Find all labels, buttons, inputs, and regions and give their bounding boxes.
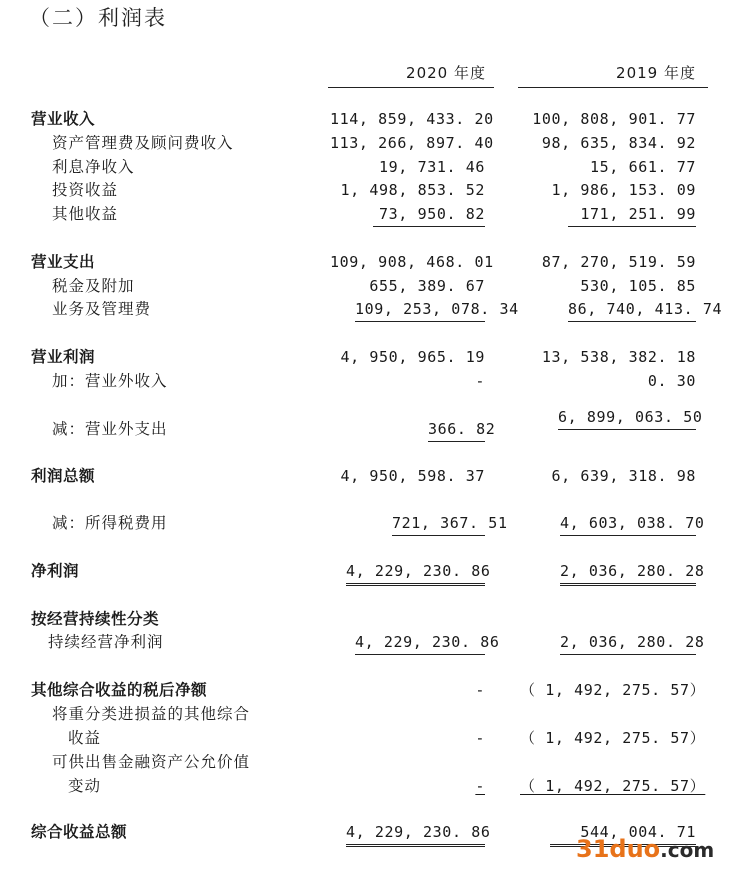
row-reclassifiable-oci xyxy=(0,702,738,726)
value-2020: 4, 950, 965. 19 xyxy=(340,348,485,366)
value-2019: 15, 661. 77 xyxy=(590,158,696,176)
value-2019: 171, 251. 99 xyxy=(568,202,696,227)
row-label: 其他收益 xyxy=(52,205,119,223)
value-2019: 2, 036, 280. 28 xyxy=(560,630,696,655)
row-other-income xyxy=(0,202,738,226)
value-2020: 721, 367. 51 xyxy=(392,511,485,536)
row-label: 综合收益总额 xyxy=(31,823,128,841)
row-label: 将重分类进损益的其他综合 xyxy=(52,705,251,723)
value-2019: （ 1, 492, 275. 57） xyxy=(520,681,706,699)
row-label: 净利润 xyxy=(31,562,80,580)
value-2020: 113, 266, 897. 40 xyxy=(330,134,494,152)
row-afs-fair-value xyxy=(0,750,738,774)
value-2019: 100, 808, 901. 77 xyxy=(532,110,696,128)
value-2019: 6, 899, 063. 50 xyxy=(558,405,696,430)
row-operating-expense xyxy=(0,250,738,274)
row-label: 资产管理费及顾问费收入 xyxy=(52,134,234,152)
value-2020: - xyxy=(475,681,485,699)
value-2020: 4, 950, 598. 37 xyxy=(340,467,485,485)
value-2020: 19, 731. 46 xyxy=(379,158,485,176)
value-2019: 0. 30 xyxy=(647,372,696,390)
row-label: 变动 xyxy=(68,777,102,795)
row-oci-net xyxy=(0,678,738,702)
value-2020: - xyxy=(475,729,485,747)
row-label: 营业支出 xyxy=(31,253,96,271)
row-label: 利润总额 xyxy=(31,467,96,485)
value-2020: 4, 229, 230. 86 xyxy=(346,559,485,586)
value-2020: 4, 229, 230. 86 xyxy=(355,630,485,655)
row-label: 收益 xyxy=(68,729,102,747)
value-2019: 544, 004. 71 xyxy=(550,820,696,847)
row-label: 业务及管理费 xyxy=(52,300,152,318)
value-2019: 530, 105. 85 xyxy=(580,277,696,295)
value-2019: （ 1, 492, 275. 57） xyxy=(520,777,706,795)
row-business-admin-expense xyxy=(0,297,738,321)
value-2020: 655, 389. 67 xyxy=(369,277,485,295)
row-label: 营业利润 xyxy=(31,348,96,366)
value-2019: （ 1, 492, 275. 57） xyxy=(520,729,706,747)
row-operating-profit xyxy=(0,345,738,369)
value-2020: 4, 229, 230. 86 xyxy=(346,820,485,847)
value-2019: 6, 639, 318. 98 xyxy=(551,467,696,485)
row-label: 税金及附加 xyxy=(52,277,135,295)
row-label: 其他综合收益的税后净额 xyxy=(31,681,208,699)
column-header-2019: 2019 年度 xyxy=(518,62,708,88)
value-2019: 2, 036, 280. 28 xyxy=(560,559,696,586)
value-2020: 1, 498, 853. 52 xyxy=(340,181,485,199)
row-total-profit xyxy=(0,464,738,488)
value-2020: 109, 253, 078. 34 xyxy=(355,297,485,322)
row-net-interest xyxy=(0,155,738,179)
row-classification-heading xyxy=(0,607,738,631)
row-operating-revenue xyxy=(0,107,738,131)
watermark-logo: 31duo.com xyxy=(576,835,715,863)
row-non-operating-income xyxy=(0,369,738,393)
column-header-2020: 2020 年度 xyxy=(328,62,494,88)
value-2020: 114, 859, 433. 20 xyxy=(330,110,494,128)
row-label: 可供出售金融资产公允价值 xyxy=(52,753,251,771)
value-2020: 109, 908, 468. 01 xyxy=(330,253,494,271)
row-asset-mgmt-fee xyxy=(0,131,738,155)
row-label: 持续经营净利润 xyxy=(48,633,164,651)
value-2020: 366. 82 xyxy=(428,417,485,442)
value-2019: 86, 740, 413. 74 xyxy=(568,297,696,322)
row-label: 投资收益 xyxy=(52,181,119,199)
row-label: 减：营业外支出 xyxy=(52,420,168,438)
row-afs-fair-value-cont xyxy=(0,774,738,798)
row-investment-income xyxy=(0,178,738,202)
statement-title: （二）利润表 xyxy=(29,6,167,30)
value-2019: 98, 635, 834. 92 xyxy=(541,134,696,152)
row-label: 利息净收入 xyxy=(52,158,135,176)
value-2020: 73, 950. 82 xyxy=(373,202,485,227)
row-income-tax xyxy=(0,511,738,535)
row-label: 营业收入 xyxy=(31,110,96,128)
value-2020: - xyxy=(475,372,485,390)
row-continuing-net-profit xyxy=(0,630,738,654)
row-non-operating-expense xyxy=(0,417,738,441)
value-2019: 13, 538, 382. 18 xyxy=(541,348,696,366)
value-2019: 4, 603, 038. 70 xyxy=(560,511,696,536)
row-label: 减：所得税费用 xyxy=(52,514,168,532)
value-2019: 1, 986, 153. 09 xyxy=(551,181,696,199)
row-net-profit xyxy=(0,559,738,583)
row-taxes-surcharges xyxy=(0,274,738,298)
row-label: 加：营业外收入 xyxy=(52,372,168,390)
row-label: 按经营持续性分类 xyxy=(31,610,160,628)
value-2019: 87, 270, 519. 59 xyxy=(541,253,696,271)
value-2020: - xyxy=(475,777,485,795)
row-reclassifiable-oci-cont xyxy=(0,726,738,750)
